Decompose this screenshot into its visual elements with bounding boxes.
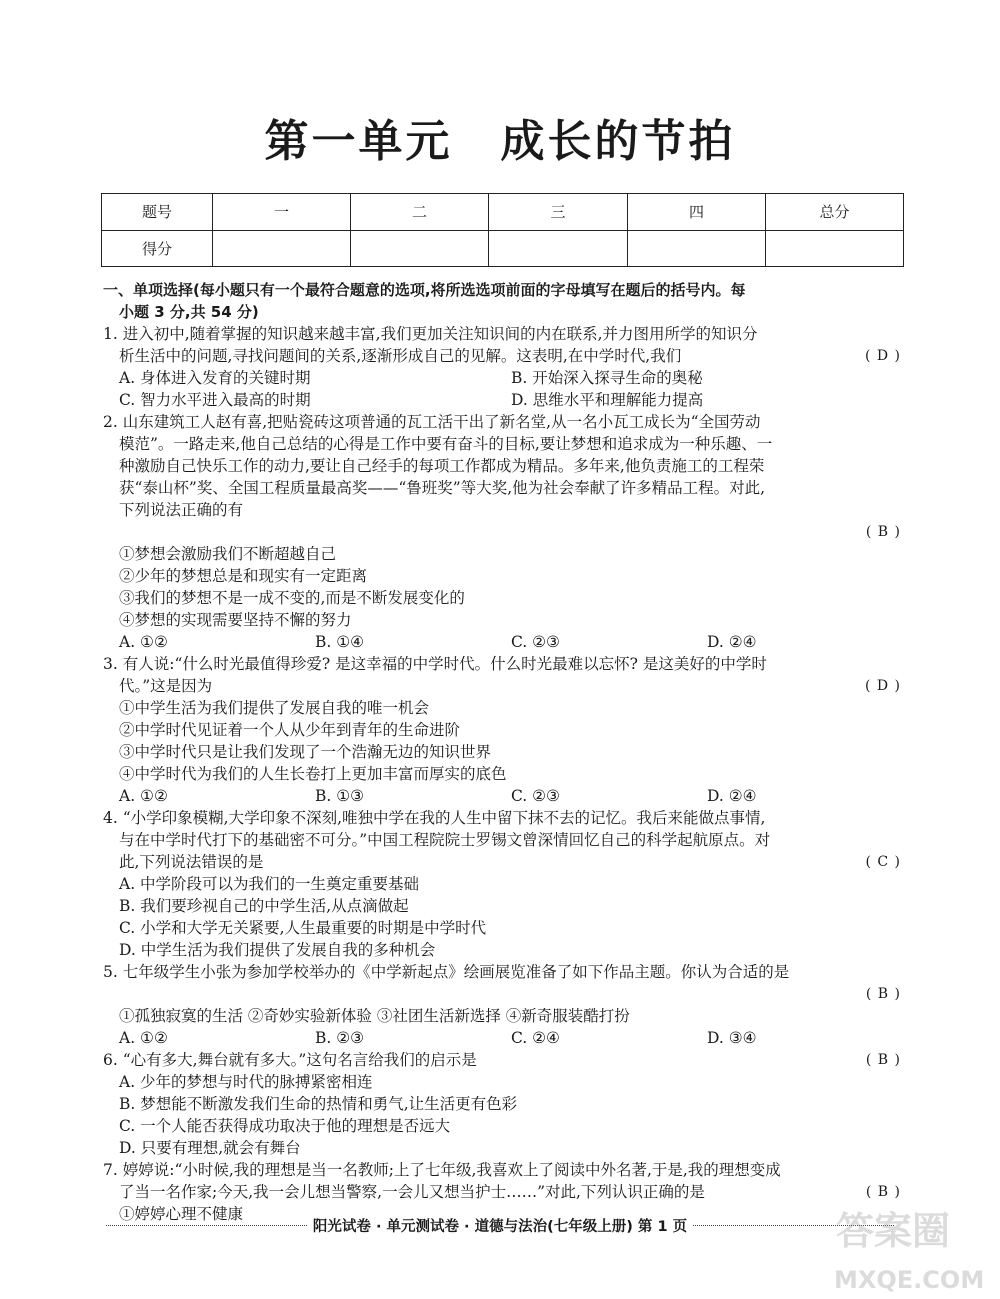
q4-stem-cont: 此,下列说法错误的是 ( C )	[119, 853, 901, 871]
q5-option-b: B. ②③	[315, 1029, 365, 1047]
q1-answer: ( D )	[864, 348, 901, 364]
q1-stem: 1. 进入初中,随着掌握的知识越来越丰富,我们更加关注知识间的内在联系,并力图用所学的知识分	[103, 325, 758, 343]
q4-option-c: C. 小学和大学无关紧要,人生最重要的时期是中学时代	[119, 919, 487, 937]
score-row-label: 得分	[102, 230, 213, 267]
page-footer	[100, 1212, 900, 1238]
score-cell-section4: 四	[628, 194, 766, 231]
q2-stem-cont: 模范”。一路走来,他自己总结的心得是工作中要有奋斗的目标,要让梦想和追求成为一种乐趣、一	[119, 435, 773, 453]
q5-statements: ①孤独寂寞的生活 ②奇妙实验新体验 ③社团生活新选择 ④新奇服装酷打扮	[119, 1007, 630, 1025]
q3-option-c: C. ②③	[511, 787, 560, 805]
q2-stem-cont: 获“泰山杯”奖、全国工程质量最高奖——“鲁班奖”等大奖,他为社会奉献了许多精品工程。对此,	[119, 479, 766, 497]
q6-answer: ( B )	[865, 1052, 901, 1068]
q4-option-a: A. 中学阶段可以为我们的一生奠定重要基础	[119, 875, 420, 893]
q2-answer: ( B )	[865, 524, 901, 540]
q2-option-d: D. ②④	[707, 633, 757, 651]
q2-option-b: B. ①④	[315, 633, 365, 651]
q1-option-a: A. 身体进入发育的关键时期	[119, 369, 311, 387]
q3-options	[103, 785, 903, 807]
question-content	[103, 279, 903, 1225]
q3-statement: ①中学生活为我们提供了发展自我的唯一机会	[119, 699, 430, 717]
q4-answer: ( C )	[865, 854, 901, 870]
q3-option-a: A. ①②	[119, 787, 168, 805]
q4-option-b: B. 我们要珍视自己的中学生活,从点滴做起	[119, 897, 409, 915]
q3-stem: 3. 有人说:“什么时光最值得珍爱? 是这幸福的中学时代。什么时光最难以忘怀? 是这美好的中学时	[103, 655, 767, 673]
q3-option-d: D. ②④	[707, 787, 757, 805]
q3-statement: ②中学时代见证着一个人从少年到青年的生命进阶	[119, 721, 461, 739]
q4-stem-cont: 与在中学时代打下的基础密不可分。”中国工程院院士罗锡文曾深情回忆自己的科学起航原点。对	[119, 831, 771, 849]
q2-statement: ①梦想会激励我们不断超越自己	[119, 545, 337, 563]
watermark-logo	[828, 1196, 988, 1296]
score-table	[101, 193, 904, 267]
score-cell-section1: 一	[213, 194, 351, 231]
q2-stem-cont: 种激励自己快乐工作的动力,要让自己经手的每项工作都成为精品。多年来,他负责施工的工程荣	[119, 457, 765, 475]
page-title	[0, 112, 1000, 172]
q5-option-c: C. ②④	[511, 1029, 560, 1047]
footer-text: 阳光试卷 · 单元测试卷 · 道德与法治(七年级上册) 第 1 页	[312, 1218, 688, 1235]
q4-stem: 4. “小学印象模糊,大学印象不深刻,唯独中学在我的人生中留下抹不去的记忆。我后来能做点事情,	[103, 809, 766, 827]
watermark-url: MXQE.COM	[834, 1266, 985, 1294]
score-blank[interactable]	[766, 230, 904, 267]
q1-options-row2	[103, 389, 903, 411]
score-cell-section2: 二	[351, 194, 489, 231]
q3-statement: ④中学时代为我们的人生长卷打上更加丰富而厚实的底色	[119, 765, 507, 783]
q5-options	[103, 1027, 903, 1049]
q6-option-a: A. 少年的梦想与时代的脉搏紧密相连	[119, 1073, 373, 1091]
q6-option-d: D. 只要有理想,就会有舞台	[119, 1139, 301, 1157]
q6-option-b: B. 梦想能不断激发我们生命的热情和勇气,让生活更有色彩	[119, 1095, 518, 1113]
q2-statement: ③我们的梦想不是一成不变的,而是不断发展变化的	[119, 589, 465, 607]
score-cell-total: 总分	[766, 194, 904, 231]
q2-stem: 2. 山东建筑工人赵有喜,把贴瓷砖这项普通的瓦工活干出了新名堂,从一名小瓦工成长为“全国劳动	[103, 413, 761, 431]
q1-option-d: D. 思维水平和理解能力提高	[511, 391, 704, 409]
score-blank[interactable]	[351, 230, 489, 267]
section-heading: 一、单项选择(每小题只有一个最符合题意的选项,将所选选项前面的字母填写在题后的括号内。每	[103, 281, 746, 299]
q3-statement: ③中学时代只是让我们发现了一个浩瀚无边的知识世界	[119, 743, 492, 761]
q7-stem-cont: 了当一名作家;今天,我一会儿想当警察,一会儿又想当护士……”对此,下列认识正确的是 ( B )	[119, 1183, 901, 1201]
footer-divider	[106, 1225, 307, 1226]
q5-answer: ( B )	[865, 986, 901, 1002]
q1-stem-cont: 析生活中的问题,寻找问题间的关系,逐渐形成自己的见解。这表明,在中学时代,我们 ( D )	[119, 347, 901, 365]
q2-option-a: A. ①②	[119, 633, 168, 651]
section-heading-cont: 小题 3 分,共 54 分)	[119, 303, 259, 321]
q4-option-d: D. 中学生活为我们提供了发展自我的多种机会	[119, 941, 436, 959]
score-cell-label: 题号	[102, 194, 213, 231]
title-topic: 成长的节拍	[500, 116, 736, 167]
q2-answer-line	[103, 521, 903, 543]
q7-stem: 7. 婷婷说:“小时候,我的理想是当一名教师;上了七年级,我喜欢上了阅读中外名著,于是,我的理想变成	[103, 1161, 781, 1179]
q3-stem-cont: 代。”这是因为 ( D )	[119, 677, 901, 695]
q2-statement: ④梦想的实现需要坚持不懈的努力	[119, 611, 352, 629]
title-unit: 第一单元	[264, 116, 453, 167]
score-table-score-row	[102, 230, 904, 267]
score-blank[interactable]	[213, 230, 351, 267]
q2-stem-cont: 下列说法正确的有	[119, 501, 244, 519]
q2-options	[103, 631, 903, 653]
q3-option-b: B. ①③	[315, 787, 365, 805]
q7-answer: ( B )	[865, 1184, 901, 1200]
q3-answer: ( D )	[864, 678, 901, 694]
q1-option-c: C. 智力水平进入最高的时期	[119, 391, 311, 409]
q5-option-a: A. ①②	[119, 1029, 168, 1047]
watermark-text: 答案圈	[836, 1209, 951, 1253]
q5-option-d: D. ③④	[707, 1029, 757, 1047]
q2-option-c: C. ②③	[511, 633, 560, 651]
score-table-header-row	[102, 194, 904, 231]
q5-stem: 5. 七年级学生小张为参加学校举办的《中学新起点》绘画展览准备了如下作品主题。你认为合适的是	[103, 963, 790, 981]
q5-answer-line	[103, 983, 903, 1005]
q1-option-b: B. 开始深入探寻生命的奥秘	[511, 369, 703, 387]
q1-options-row1	[103, 367, 903, 389]
score-cell-section3: 三	[489, 194, 628, 231]
score-blank[interactable]	[489, 230, 628, 267]
q7-statement: ①婷婷心理不健康	[119, 1205, 244, 1223]
score-blank[interactable]	[628, 230, 766, 267]
q6-option-c: C. 一个人能否获得成功取决于他的理想是否远大	[119, 1117, 451, 1135]
q2-statement: ②少年的梦想总是和现实有一定距离	[119, 567, 368, 585]
q6-stem: 6. “心有多大,舞台就有多大。”这句名言给我们的启示是 ( B )	[103, 1051, 901, 1069]
